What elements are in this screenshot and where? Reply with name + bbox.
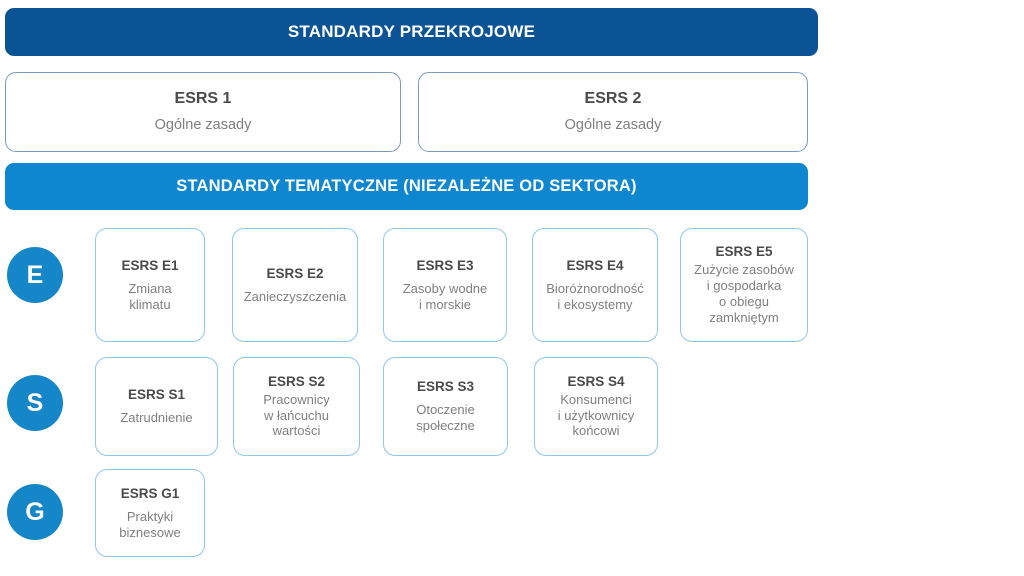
card-esrs-s2 <box>233 357 360 456</box>
card-esrs-2 <box>418 72 808 152</box>
card-esrs-e2 <box>232 228 358 342</box>
card-code: ESRS E3 <box>416 257 474 273</box>
row-badge-governance: G <box>7 484 63 540</box>
card-description: Zmiana klimatu <box>128 280 172 312</box>
card-description: Zanieczyszczenia <box>243 288 347 304</box>
card-code: ESRS S3 <box>416 379 475 395</box>
card-esrs-e5 <box>680 228 808 342</box>
card-code: ESRS G1 <box>120 485 180 501</box>
card-description: Zasoby wodne i morskie <box>402 280 488 312</box>
card-esrs-s4 <box>534 357 658 456</box>
card-esrs-e1 <box>95 228 205 342</box>
card-code: ESRS E1 <box>121 257 179 273</box>
card-description: Zatrudnienie <box>120 410 193 426</box>
card-esrs-s3 <box>383 357 508 456</box>
card-description: Otoczenie społeczne <box>416 402 475 433</box>
card-code: ESRS S1 <box>127 387 186 403</box>
card-esrs-s1 <box>95 357 218 456</box>
card-esrs-g1 <box>95 469 205 557</box>
card-description: Praktyki biznesowe <box>119 508 181 540</box>
card-code: ESRS E5 <box>715 244 773 260</box>
card-code: ESRS 2 <box>584 89 642 107</box>
card-code: ESRS E4 <box>566 257 624 273</box>
card-description: Zużycie zasobów i gospodarka o obiegu zamkniętym <box>694 262 794 325</box>
card-code: ESRS S2 <box>267 373 326 389</box>
card-description: Ogólne zasady <box>154 116 252 133</box>
card-esrs-e4 <box>532 228 658 342</box>
card-esrs-e3 <box>383 228 507 342</box>
topical-header-bar: STANDARDY TEMATYCZNE (NIEZALEŻNE OD SEKTORA) <box>5 163 808 210</box>
card-description: Bioróżnorodność i ekosystemy <box>546 280 644 312</box>
card-description: Konsumenci i użytkownicy końcowi <box>557 391 635 439</box>
card-code: ESRS 1 <box>174 89 232 107</box>
card-description: Ogólne zasady <box>564 116 662 133</box>
row-badge-environment: E <box>7 247 63 303</box>
row-badge-social: S <box>7 375 63 431</box>
card-esrs-1 <box>5 72 401 152</box>
card-code: ESRS E2 <box>266 265 324 281</box>
card-code: ESRS S4 <box>567 373 625 389</box>
cross-cutting-header-bar: STANDARDY PRZEKROJOWE <box>5 8 818 56</box>
card-description: Pracownicy w łańcuchu wartości <box>263 391 330 439</box>
